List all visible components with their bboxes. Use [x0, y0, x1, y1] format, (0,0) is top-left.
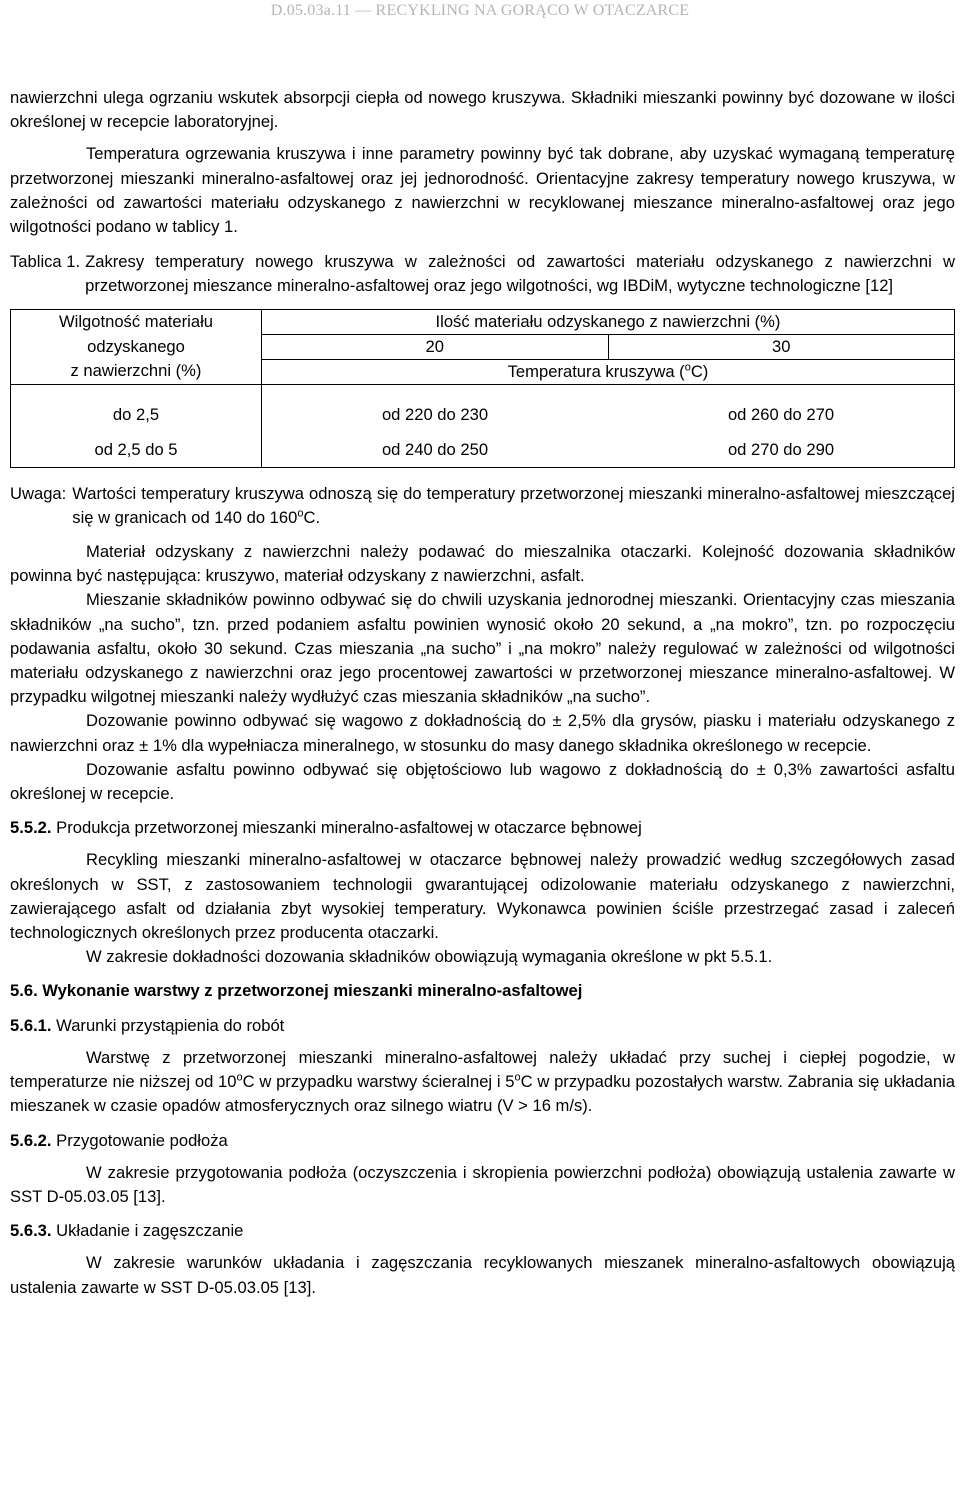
table-row	[11, 397, 955, 432]
table-spacer	[11, 384, 262, 397]
table-caption	[10, 250, 955, 298]
table-head-sub-20: 20	[262, 334, 609, 359]
table-cell: od 240 do 250	[262, 432, 609, 468]
table-cell: od 220 do 230	[262, 397, 609, 432]
table-caption-text: Zakresy temperatury nowego kruszywa w zależności od zawartości materiału odzyskanego z nawierzchni w przetworzonej mieszance mineralno-asfaltowej oraz jego wilgotności, wg IBDiM, wytyczne technologiczne [12]	[85, 252, 955, 296]
note-label: Uwaga:	[10, 483, 67, 503]
section-heading-5-5-2: 5.5.2. Produkcja przetworzonej mieszanki mineralno-asfaltowej w otaczarce bębnowej	[10, 818, 642, 838]
table-head-cell: odzyskanego	[11, 334, 262, 359]
table-label: Tablica 1.	[10, 252, 81, 272]
paragraph-temperature: Temperatura ogrzewania kruszywa i inne parametry powinny być tak dobrane, aby uzyskać wymaganą temperaturę przetworzonej mieszanki mineralno-asfaltowej oraz jej jednorodność. Orientacyjne zakresy temperatury nowego kruszywa, w zależności od zawartości materiału odzyskanego z nawierzchni w recyklowanej mieszance mineralno-asfaltowej oraz jego wilgotności podano w tablicy 1.	[10, 144, 955, 237]
table-head-temperature: Temperatura kruszywa ($^o$C)	[262, 359, 955, 384]
page-content	[10, 86, 955, 1300]
table-spacer	[262, 384, 609, 397]
note-text: Wartości temperatury kruszywa odnoszą się do temperatury przetworzonej mieszanki mineralno-asfaltowej mieszczącej się w granicach od 140 do 160$^o$C.	[72, 483, 955, 527]
paragraph-laying: W zakresie warunków układania i zagęszczania recyklowanych mieszanek mineralno-asfaltowych obowiązują ustalenia zawarte w SST D-05.03.05 [13].	[10, 1253, 955, 1297]
paragraph-dosing-aggregate: Dozowanie powinno odbywać się wagowo z dokładnością do ± 2,5% dla grysów, piasku i materiału odzyskanego z nawierzchni oraz ± 1% dla wypełniacza mineralnego, w stosunku do masy danego składnika określonego w recepcie.	[10, 711, 955, 755]
table-spacer	[608, 384, 955, 397]
section-heading-5-6-3: 5.6.3. Układanie i zagęszczanie	[10, 1221, 244, 1241]
table-cell: od 260 do 270	[608, 397, 955, 432]
table-cell: do 2,5	[11, 397, 262, 432]
paragraph-feeding: Materiał odzyskany z nawierzchni należy podawać do mieszalnika otaczarki. Kolejność dozowania składników powinna być następująca: kruszywo, materiał odzyskany z nawierzchni, asfalt.	[10, 542, 955, 586]
temperature-table	[10, 309, 955, 468]
table-head-cell: z nawierzchni (%)	[11, 359, 262, 384]
section-heading-5-6-1: 5.6.1. Warunki przystąpienia do robót	[10, 1015, 285, 1035]
table-cell: od 2,5 do 5	[11, 432, 262, 468]
paragraph-weather-conditions: Warstwę z przetworzonej mieszanki mineralno-asfaltowej należy układać przy suchej i ciepłej pogodzie, w temperaturze nie niższej od 10$^o$C w przypadku warstwy ścieralnej i 5$^o$C w przypadku pozostałych warstw. Zabrania się układania mieszanek w czasie opadów atmosferycznych oraz silnego wiatru (V > 16 m/s).	[10, 1047, 955, 1116]
table-row	[11, 432, 955, 468]
table-head-cell: Wilgotność materiału	[11, 309, 262, 334]
section-heading-5-6-2: 5.6.2. Przygotowanie podłoża	[10, 1130, 228, 1150]
paragraph-continuation: nawierzchni ulega ogrzaniu wskutek absorpcji ciepła od nowego kruszywa. Składniki mieszanki powinny być dozowane w ilości określonej w recepcie laboratoryjnej.	[10, 88, 955, 132]
paragraph-dosing-accuracy: W zakresie dokładności dozowania składników obowiązują wymagania określone w pkt 5.5.1.	[86, 947, 773, 967]
paragraph-substrate: W zakresie przygotowania podłoża (oczyszczenia i skropienia powierzchni podłoża) obowiązują ustalenia zawarte w SST D-05.03.05 [13].	[10, 1162, 955, 1206]
paragraph-dosing-asphalt: Dozowanie asfaltu powinno odbywać się objętościowo lub wagowo z dokładnością do ± 0,3% zawartości asfaltu określonej w recepcie.	[10, 759, 955, 804]
running-header: D.05.03a.11 — RECYKLING NA GORĄCO W OTACZARCE	[270, 2, 690, 19]
table-head-sub-30: 30	[608, 334, 955, 359]
paragraph-drum-recycling: Recykling mieszanki mineralno-asfaltowej w otaczarce bębnowej należy prowadzić według szczegółowych zasad określonych w SST, z zastosowaniem technologii gwarantującej odizolowanie materiału odzyskanego z nawierzchni, zawierającego asfalt od działania zbyt wysokiej temperatury. Wykonawca powinien ściśle przestrzegać zasad i zaleceń technologicznych określonych przez producenta otaczarki.	[10, 850, 955, 943]
paragraph-mixing: Mieszanie składników powinno odbywać się do chwili uzyskania jednorodnej mieszanki. Orientacyjny czas mieszania składników „na sucho”, tzn. przed podaniem asfaltu powinien wynosić około 20 sekund, a „na mokro”, tzn. po rozpoczęciu podawania asfaltu, około 30 sekund. Czas mieszania „na sucho” i „na mokro” należy regulować w zależności od wilgotności materiału odzyskanego z nawierzchni oraz jego procentowej zawartości w przetworzonej mieszance mineralno-asfaltowej. W przypadku wilgotnej mieszanki należy wydłużyć czas mieszania składników „na sucho”.	[10, 590, 955, 707]
table-head-group: Ilość materiału odzyskanego z nawierzchni (%)	[262, 309, 955, 334]
table-cell: od 270 do 290	[608, 432, 955, 468]
section-heading-5-6: 5.6. Wykonanie warstwy z przetworzonej mieszanki mineralno-asfaltowej	[10, 981, 583, 1001]
table-note	[10, 482, 955, 530]
